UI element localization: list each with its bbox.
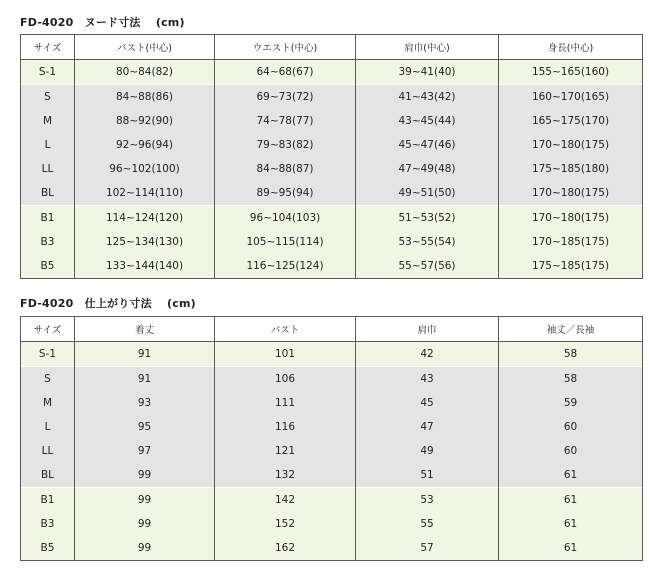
value-cell: 58: [499, 367, 643, 392]
value-cell: 43: [356, 367, 499, 392]
column-header: バスト: [215, 317, 356, 342]
value-cell: 116: [215, 415, 356, 439]
table-row: [21, 342, 643, 367]
size-cell: B5: [21, 536, 75, 561]
value-cell: 47: [356, 415, 499, 439]
value-cell: 175~185(175): [499, 254, 643, 279]
value-cell: 42: [356, 342, 499, 367]
size-cell: B1: [21, 206, 75, 231]
size-cell: B1: [21, 488, 75, 513]
table-row: [21, 536, 643, 561]
size-cell: B3: [21, 230, 75, 254]
size-cell: BL: [21, 181, 75, 206]
nude-size-table: [20, 34, 643, 279]
value-cell: 88~92(90): [75, 109, 215, 133]
value-cell: 170~180(175): [499, 206, 643, 231]
value-cell: 60: [499, 415, 643, 439]
value-cell: 111: [215, 391, 356, 415]
size-cell: L: [21, 415, 75, 439]
value-cell: 165~175(170): [499, 109, 643, 133]
size-cell: M: [21, 391, 75, 415]
size-cell: LL: [21, 157, 75, 181]
finished-size-title: FD-4020 仕上がり寸法 (cm): [20, 297, 196, 310]
value-cell: 74~78(77): [215, 109, 356, 133]
value-cell: 45~47(46): [356, 133, 499, 157]
value-cell: 99: [75, 512, 215, 536]
table-header: [21, 35, 643, 60]
value-cell: 61: [499, 536, 643, 561]
size-cell: B3: [21, 512, 75, 536]
value-cell: 41~43(42): [356, 85, 499, 110]
value-cell: 114~124(120): [75, 206, 215, 231]
table-row: [21, 157, 643, 181]
column-header: サイズ: [21, 35, 75, 60]
value-cell: 55~57(56): [356, 254, 499, 279]
value-cell: 105~115(114): [215, 230, 356, 254]
size-cell: LL: [21, 439, 75, 463]
table-body: [21, 60, 643, 279]
table-row: [21, 439, 643, 463]
value-cell: 121: [215, 439, 356, 463]
table-row: [21, 463, 643, 488]
table-body: [21, 342, 643, 561]
value-cell: 93: [75, 391, 215, 415]
column-header: 身長(中心): [499, 35, 643, 60]
value-cell: 170~180(175): [499, 133, 643, 157]
value-cell: 60: [499, 439, 643, 463]
table-row: [21, 488, 643, 513]
value-cell: 53~55(54): [356, 230, 499, 254]
size-cell: S: [21, 367, 75, 392]
value-cell: 61: [499, 463, 643, 488]
table-row: [21, 60, 643, 85]
value-cell: 99: [75, 536, 215, 561]
value-cell: 91: [75, 367, 215, 392]
value-cell: 95: [75, 415, 215, 439]
table-row: [21, 230, 643, 254]
header-row: [21, 317, 643, 342]
value-cell: 116~125(124): [215, 254, 356, 279]
table-row: [21, 133, 643, 157]
value-cell: 64~68(67): [215, 60, 356, 85]
value-cell: 49: [356, 439, 499, 463]
value-cell: 80~84(82): [75, 60, 215, 85]
value-cell: 102~114(110): [75, 181, 215, 206]
value-cell: 55: [356, 512, 499, 536]
table-row: [21, 415, 643, 439]
value-cell: 155~165(160): [499, 60, 643, 85]
value-cell: 84~88(86): [75, 85, 215, 110]
value-cell: 170~180(175): [499, 181, 643, 206]
column-header: ウエスト(中心): [215, 35, 356, 60]
value-cell: 58: [499, 342, 643, 367]
header-row: [21, 35, 643, 60]
value-cell: 43~45(44): [356, 109, 499, 133]
size-cell: S-1: [21, 342, 75, 367]
value-cell: 47~49(48): [356, 157, 499, 181]
size-cell: B5: [21, 254, 75, 279]
value-cell: 101: [215, 342, 356, 367]
size-cell: L: [21, 133, 75, 157]
table-row: [21, 391, 643, 415]
value-cell: 51: [356, 463, 499, 488]
value-cell: 132: [215, 463, 356, 488]
size-cell: S: [21, 85, 75, 110]
table-row: [21, 109, 643, 133]
value-cell: 125~134(130): [75, 230, 215, 254]
value-cell: 49~51(50): [356, 181, 499, 206]
value-cell: 89~95(94): [215, 181, 356, 206]
table-row: [21, 181, 643, 206]
table-row: [21, 206, 643, 231]
value-cell: 133~144(140): [75, 254, 215, 279]
value-cell: 69~73(72): [215, 85, 356, 110]
column-header: 着丈: [75, 317, 215, 342]
value-cell: 51~53(52): [356, 206, 499, 231]
value-cell: 45: [356, 391, 499, 415]
value-cell: 96~102(100): [75, 157, 215, 181]
table-row: [21, 254, 643, 279]
value-cell: 57: [356, 536, 499, 561]
value-cell: 92~96(94): [75, 133, 215, 157]
table-row: [21, 367, 643, 392]
value-cell: 160~170(165): [499, 85, 643, 110]
table-row: [21, 512, 643, 536]
value-cell: 96~104(103): [215, 206, 356, 231]
column-header: 袖丈／長袖: [499, 317, 643, 342]
value-cell: 61: [499, 488, 643, 513]
table-header: [21, 317, 643, 342]
column-header: サイズ: [21, 317, 75, 342]
column-header: 肩巾(中心): [356, 35, 499, 60]
value-cell: 142: [215, 488, 356, 513]
value-cell: 53: [356, 488, 499, 513]
size-cell: M: [21, 109, 75, 133]
nude-size-title: FD-4020 ヌード寸法 (cm): [20, 16, 185, 29]
column-header: バスト(中心): [75, 35, 215, 60]
value-cell: 91: [75, 342, 215, 367]
value-cell: 84~88(87): [215, 157, 356, 181]
value-cell: 97: [75, 439, 215, 463]
size-cell: S-1: [21, 60, 75, 85]
value-cell: 170~185(175): [499, 230, 643, 254]
table-row: [21, 85, 643, 110]
value-cell: 39~41(40): [356, 60, 499, 85]
value-cell: 106: [215, 367, 356, 392]
value-cell: 79~83(82): [215, 133, 356, 157]
column-header: 肩巾: [356, 317, 499, 342]
value-cell: 99: [75, 488, 215, 513]
size-cell: BL: [21, 463, 75, 488]
value-cell: 61: [499, 512, 643, 536]
value-cell: 162: [215, 536, 356, 561]
value-cell: 99: [75, 463, 215, 488]
value-cell: 59: [499, 391, 643, 415]
value-cell: 175~185(180): [499, 157, 643, 181]
value-cell: 152: [215, 512, 356, 536]
finished-size-table: [20, 316, 643, 561]
